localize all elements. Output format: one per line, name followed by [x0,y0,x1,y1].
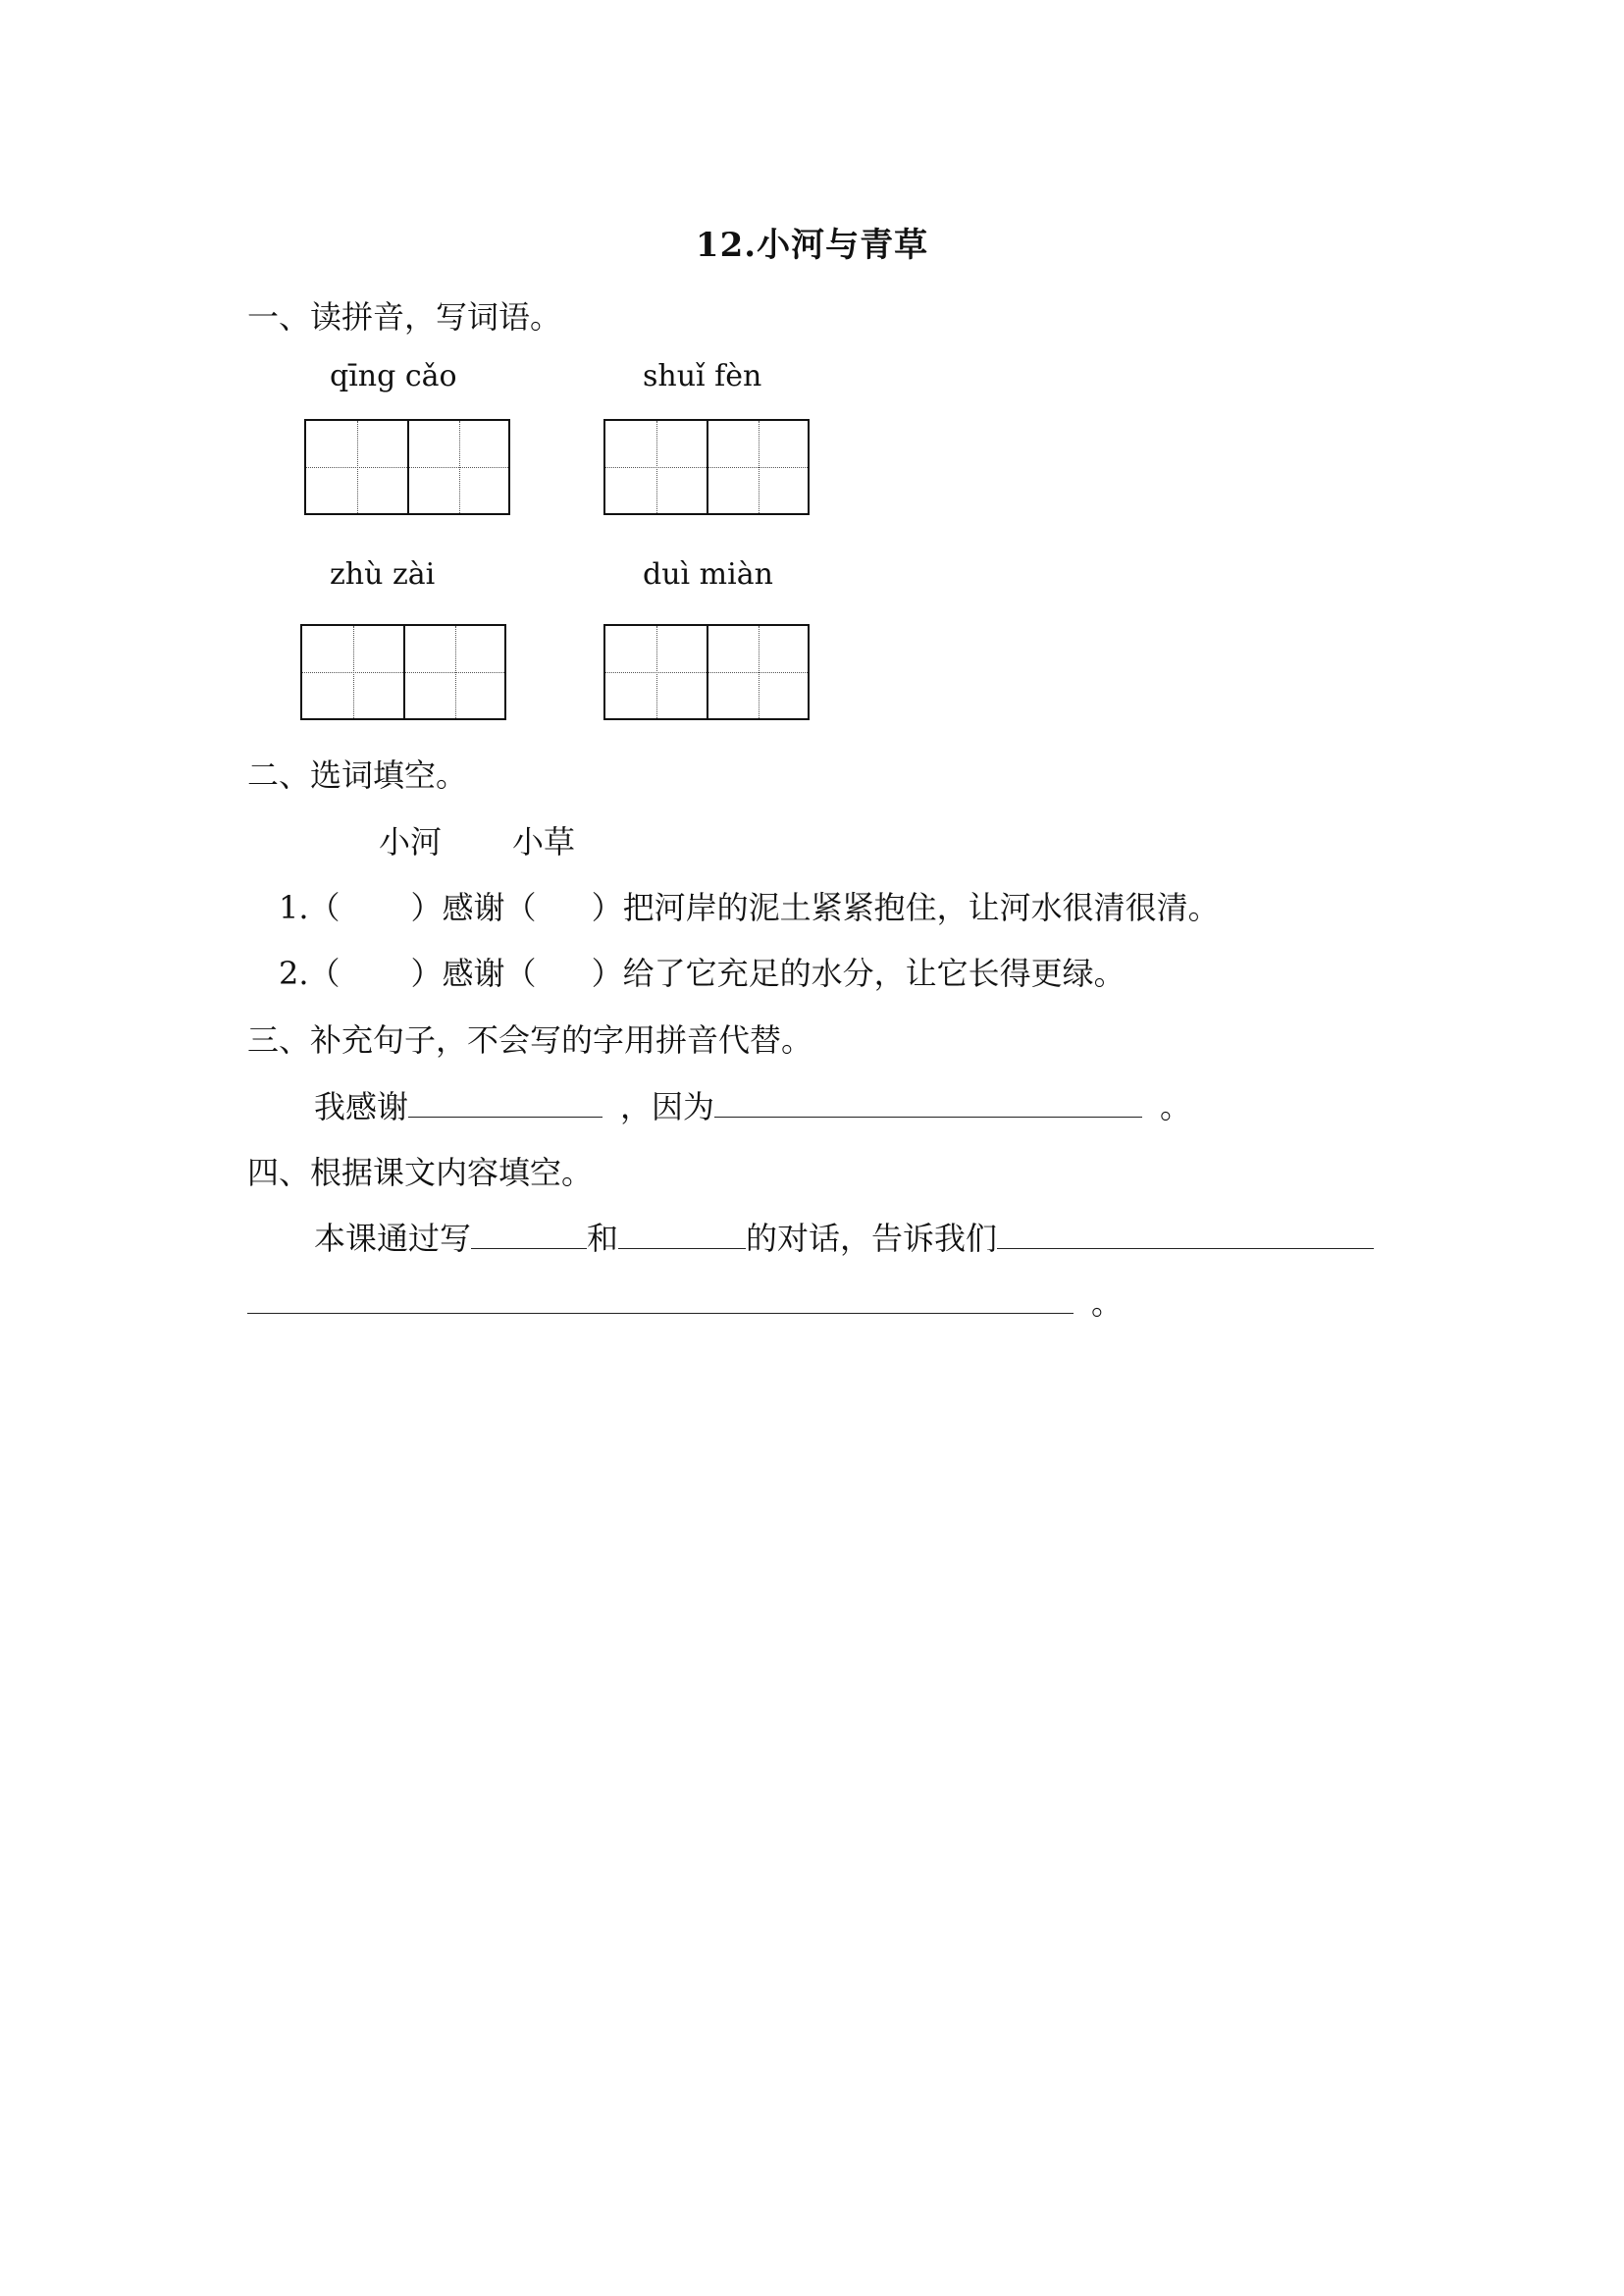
question-number: 1. [279,889,309,926]
writing-grid-3[interactable] [300,624,506,720]
grid-cell[interactable] [403,626,504,718]
paren-open: （ [308,889,341,926]
grid-cell[interactable] [605,626,707,718]
pinyin-label-1: qīng cǎo [330,359,457,393]
question-mid: ）感谢（ [410,889,537,926]
word-bank-item-1: 小河 [379,823,443,861]
fill-blank[interactable] [471,1219,587,1249]
content-end: 。 [1091,1284,1124,1322]
grid-cell[interactable] [302,626,403,718]
paren-open: （ [308,955,341,992]
grid-cell[interactable] [306,421,407,513]
word-bank-item-2: 小草 [512,823,576,861]
content-fill-line-1 [314,1214,1374,1259]
content-text: 和 [587,1220,619,1257]
content-fill-line-2 [247,1278,1123,1324]
fill-blank[interactable] [247,1283,1074,1314]
writing-grid-1[interactable] [304,419,510,515]
pinyin-label-2: shuǐ fèn [643,359,762,393]
fill-blank[interactable] [618,1219,746,1249]
pinyin-label-4: duì miàn [643,557,773,592]
sentence-middle: ，因为 [620,1088,715,1125]
content-text: 的对话，告诉我们 [746,1220,998,1257]
question-rest: ）把河岸的泥土紧紧抱住，让河水很清很清。 [591,889,1220,926]
pinyin-label-3: zhù zài [330,557,436,592]
sentence-end: 。 [1160,1088,1192,1125]
question-number: 2. [279,955,309,992]
sentence-prefix: 我感谢 [314,1088,409,1125]
section2-heading: 二、选词填空。 [247,757,468,794]
fill-blank[interactable] [714,1087,1142,1118]
grid-cell[interactable] [707,421,808,513]
writing-grid-4[interactable] [603,624,810,720]
fill-blank[interactable] [997,1219,1374,1249]
content-text: 本课通过写 [314,1220,472,1257]
question-2 [279,949,1126,994]
question-rest: ）给了它充足的水分，让它长得更绿。 [591,955,1126,992]
section1-heading: 一、读拼音，写词语。 [247,298,562,336]
sentence-completion [314,1082,1191,1127]
section4-heading: 四、根据课文内容填空。 [247,1154,594,1191]
writing-grid-2[interactable] [603,419,810,515]
section3-heading: 三、补充句子，不会写的字用拼音代替。 [247,1021,813,1059]
fill-blank[interactable] [408,1087,602,1118]
grid-cell[interactable] [707,626,808,718]
page-title: 12.小河与青草 [695,226,929,265]
grid-cell[interactable] [407,421,508,513]
question-1 [279,883,1220,928]
grid-cell[interactable] [605,421,707,513]
question-mid: ）感谢（ [410,955,537,992]
